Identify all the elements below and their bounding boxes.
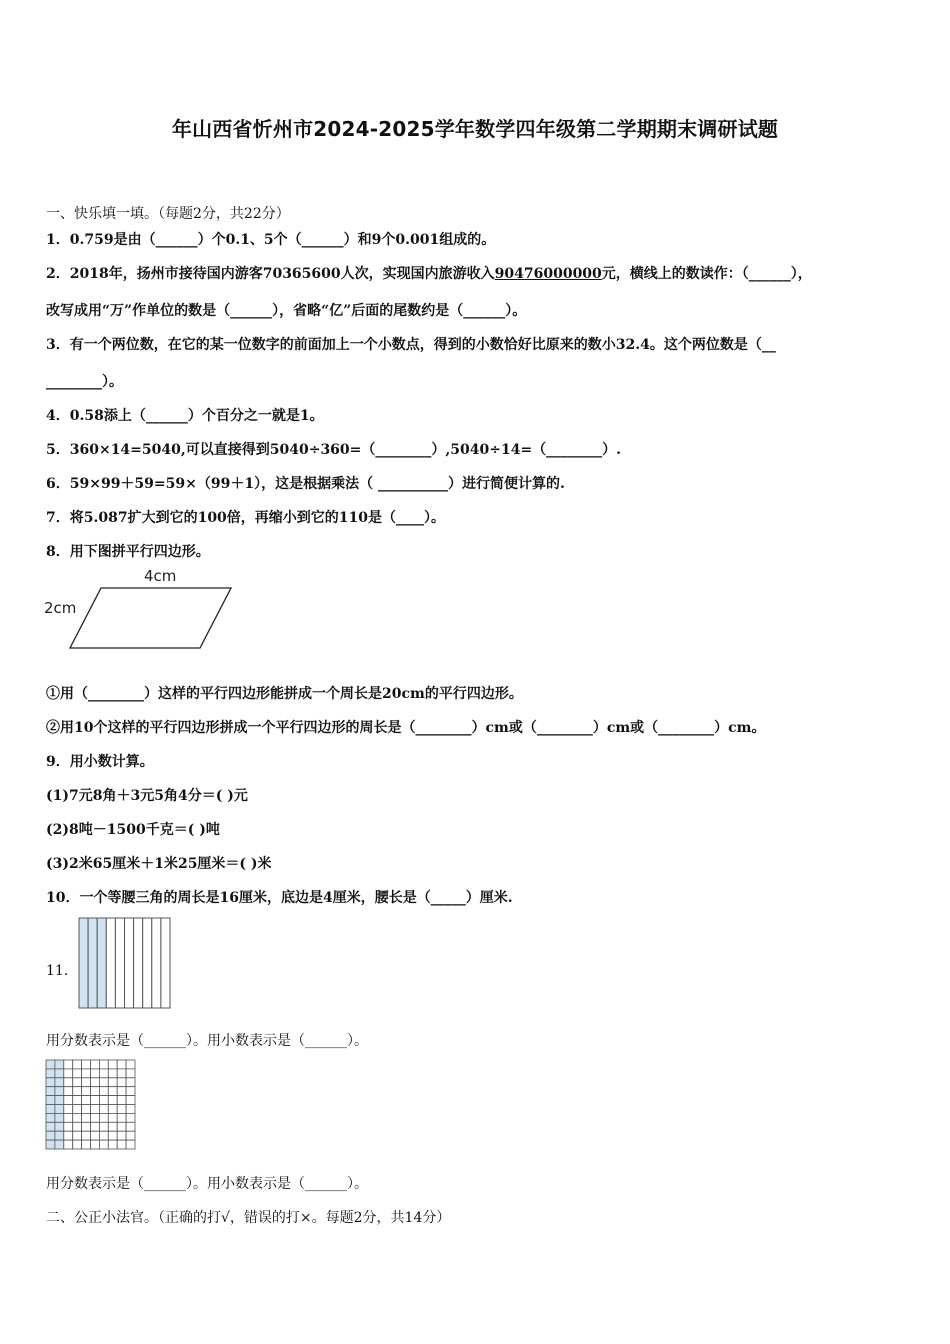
empty-cell: [73, 1122, 82, 1131]
parallelogram-top-label: 4cm: [144, 567, 177, 585]
empty-cell: [126, 1069, 135, 1078]
empty-cell: [91, 1060, 100, 1069]
empty-cell: [82, 1122, 91, 1131]
empty-cell: [126, 1113, 135, 1122]
question-9-part-2: (2)8吨－1500千克＝( )吨: [46, 822, 220, 838]
empty-cell: [108, 1122, 117, 1131]
shaded-cell: [46, 1122, 55, 1131]
empty-cell: [126, 1078, 135, 1087]
empty-cell: [73, 1069, 82, 1078]
empty-cell: [64, 1078, 73, 1087]
question-2-pre: 2．2018年，扬州市接待国内游客70365600人次，实现国内旅游收入: [46, 266, 495, 282]
shaded-cell: [46, 1087, 55, 1096]
empty-cell: [99, 1131, 108, 1140]
empty-column: [106, 918, 115, 1008]
question-2-line-1: [46, 263, 812, 283]
empty-cell: [117, 1140, 126, 1149]
question-1: 1．0.759是由（______）个0.1、5个（______）和9个0.001组成的。: [46, 232, 496, 248]
shaded-column: [97, 918, 106, 1008]
empty-cell: [99, 1069, 108, 1078]
empty-cell: [117, 1060, 126, 1069]
shaded-cell: [55, 1096, 64, 1105]
question-9-part-1: (1)7元8角＋3元5角4分＝( )元: [46, 788, 248, 804]
empty-cell: [126, 1122, 135, 1131]
empty-cell: [126, 1131, 135, 1140]
question-3-line-1: 3．有一个两位数，在它的某一位数字的前面加上一个小数点，得到的小数恰好比原来的数小32.4。这个两位数是（__: [46, 337, 776, 353]
empty-cell: [99, 1105, 108, 1114]
empty-cell: [117, 1105, 126, 1114]
empty-cell: [73, 1113, 82, 1122]
empty-cell: [117, 1122, 126, 1131]
empty-cell: [82, 1060, 91, 1069]
question-2-post: 元，横线上的数读作：（______），: [601, 266, 812, 282]
parallelogram-figure: [40, 563, 240, 655]
empty-cell: [73, 1131, 82, 1140]
empty-cell: [108, 1060, 117, 1069]
question-11-label: 11．: [46, 963, 78, 979]
empty-cell: [64, 1096, 73, 1105]
shaded-cell: [46, 1105, 55, 1114]
shaded-cell: [46, 1096, 55, 1105]
empty-cell: [82, 1087, 91, 1096]
empty-cell: [108, 1096, 117, 1105]
empty-cell: [99, 1078, 108, 1087]
empty-cell: [64, 1131, 73, 1140]
empty-cell: [108, 1113, 117, 1122]
shaded-column: [88, 918, 97, 1008]
empty-cell: [82, 1096, 91, 1105]
shaded-cell: [46, 1140, 55, 1149]
column-strip-figure: [78, 917, 171, 1009]
empty-cell: [99, 1122, 108, 1131]
empty-cell: [64, 1105, 73, 1114]
empty-cell: [64, 1060, 73, 1069]
empty-cell: [73, 1078, 82, 1087]
empty-cell: [82, 1078, 91, 1087]
shaded-cell: [55, 1060, 64, 1069]
empty-cell: [117, 1078, 126, 1087]
empty-cell: [126, 1096, 135, 1105]
question-11-answer-b: 用分数表示是（______）。用小数表示是（______）。: [46, 1176, 368, 1192]
empty-cell: [117, 1131, 126, 1140]
empty-cell: [117, 1087, 126, 1096]
empty-cell: [64, 1122, 73, 1131]
empty-cell: [99, 1060, 108, 1069]
empty-cell: [117, 1096, 126, 1105]
question-11-answer-a: 用分数表示是（______）。用小数表示是（______）。: [46, 1033, 368, 1049]
shaded-cell: [46, 1131, 55, 1140]
empty-column: [143, 918, 152, 1008]
empty-cell: [126, 1105, 135, 1114]
question-2-line-2: 改写成用“万”作单位的数是（______），省略“亿”后面的尾数约是（______）。: [46, 303, 527, 319]
shaded-cell: [55, 1078, 64, 1087]
question-5: 5．360×14=5040,可以直接得到5040÷360=（________）,5040÷14=（________）.: [46, 442, 622, 458]
empty-cell: [73, 1140, 82, 1149]
parallelogram-shape: [70, 588, 231, 648]
empty-cell: [91, 1096, 100, 1105]
empty-cell: [126, 1060, 135, 1069]
empty-cell: [117, 1113, 126, 1122]
shaded-cell: [46, 1060, 55, 1069]
empty-cell: [108, 1105, 117, 1114]
empty-cell: [91, 1131, 100, 1140]
empty-column: [115, 918, 124, 1008]
section-1-heading: 一、快乐填一填。（每题2分，共22分）: [46, 206, 290, 222]
shaded-cell: [55, 1131, 64, 1140]
empty-cell: [82, 1140, 91, 1149]
empty-cell: [108, 1140, 117, 1149]
empty-cell: [99, 1087, 108, 1096]
parallelogram-side-label: 2cm: [44, 599, 77, 617]
empty-column: [125, 918, 134, 1008]
empty-cell: [91, 1105, 100, 1114]
empty-cell: [126, 1140, 135, 1149]
empty-cell: [91, 1087, 100, 1096]
shaded-column: [79, 918, 88, 1008]
shaded-cell: [46, 1078, 55, 1087]
empty-cell: [64, 1087, 73, 1096]
shaded-cell: [55, 1122, 64, 1131]
question-9-part-3: (3)2米65厘米＋1米25厘米＝( )米: [46, 856, 272, 872]
empty-cell: [64, 1113, 73, 1122]
empty-cell: [91, 1140, 100, 1149]
question-4: 4．0.58添上（______）个百分之一就是1。: [46, 408, 324, 424]
empty-cell: [73, 1096, 82, 1105]
shaded-cell: [46, 1113, 55, 1122]
question-8-part-1: ①用（________）这样的平行四边形能拼成一个周长是20cm的平行四边形。: [46, 686, 523, 702]
section-2-heading: 二、公正小法官。（正确的打√，错误的打×。每题2分，共14分）: [46, 1210, 451, 1226]
empty-cell: [108, 1131, 117, 1140]
empty-cell: [91, 1069, 100, 1078]
empty-column: [152, 918, 161, 1008]
empty-cell: [82, 1113, 91, 1122]
shaded-cell: [46, 1069, 55, 1078]
empty-cell: [91, 1113, 100, 1122]
question-8: 8．用下图拼平行四边形。: [46, 544, 210, 560]
question-9: 9．用小数计算。: [46, 754, 154, 770]
shaded-cell: [55, 1105, 64, 1114]
empty-column: [161, 918, 170, 1008]
question-3-line-2: ________）。: [46, 374, 123, 390]
hundred-grid-figure: [45, 1059, 136, 1150]
empty-cell: [99, 1113, 108, 1122]
shaded-cell: [55, 1087, 64, 1096]
question-7: 7．将5.087扩大到它的100倍，再缩小到它的110是（____）。: [46, 510, 446, 526]
empty-cell: [91, 1078, 100, 1087]
shaded-cell: [55, 1069, 64, 1078]
empty-cell: [126, 1087, 135, 1096]
empty-cell: [82, 1131, 91, 1140]
page-title: 年山西省忻州市2024-2025学年数学四年级第二学期期末调研试题: [171, 117, 779, 141]
empty-cell: [73, 1087, 82, 1096]
empty-cell: [91, 1122, 100, 1131]
empty-cell: [108, 1078, 117, 1087]
empty-cell: [99, 1096, 108, 1105]
empty-cell: [73, 1105, 82, 1114]
empty-cell: [99, 1140, 108, 1149]
empty-cell: [82, 1105, 91, 1114]
shaded-cell: [55, 1113, 64, 1122]
question-2-underlined-number: 90476000000: [494, 266, 602, 282]
question-6: 6．59×99＋59=59×（99＋1），这是根据乘法（ __________）进行简便计算的.: [46, 476, 565, 492]
empty-cell: [108, 1069, 117, 1078]
empty-cell: [117, 1069, 126, 1078]
shaded-cell: [55, 1140, 64, 1149]
empty-cell: [108, 1087, 117, 1096]
empty-cell: [64, 1140, 73, 1149]
empty-column: [134, 918, 143, 1008]
empty-cell: [73, 1060, 82, 1069]
question-8-part-2: ②用10个这样的平行四边形拼成一个平行四边形的周长是（________）cm或（________）cm或（________）cm。: [46, 720, 766, 736]
question-10: 10．一个等腰三角的周长是16厘米，底边是4厘米，腰长是（_____）厘米.: [46, 890, 513, 906]
empty-cell: [64, 1069, 73, 1078]
empty-cell: [82, 1069, 91, 1078]
